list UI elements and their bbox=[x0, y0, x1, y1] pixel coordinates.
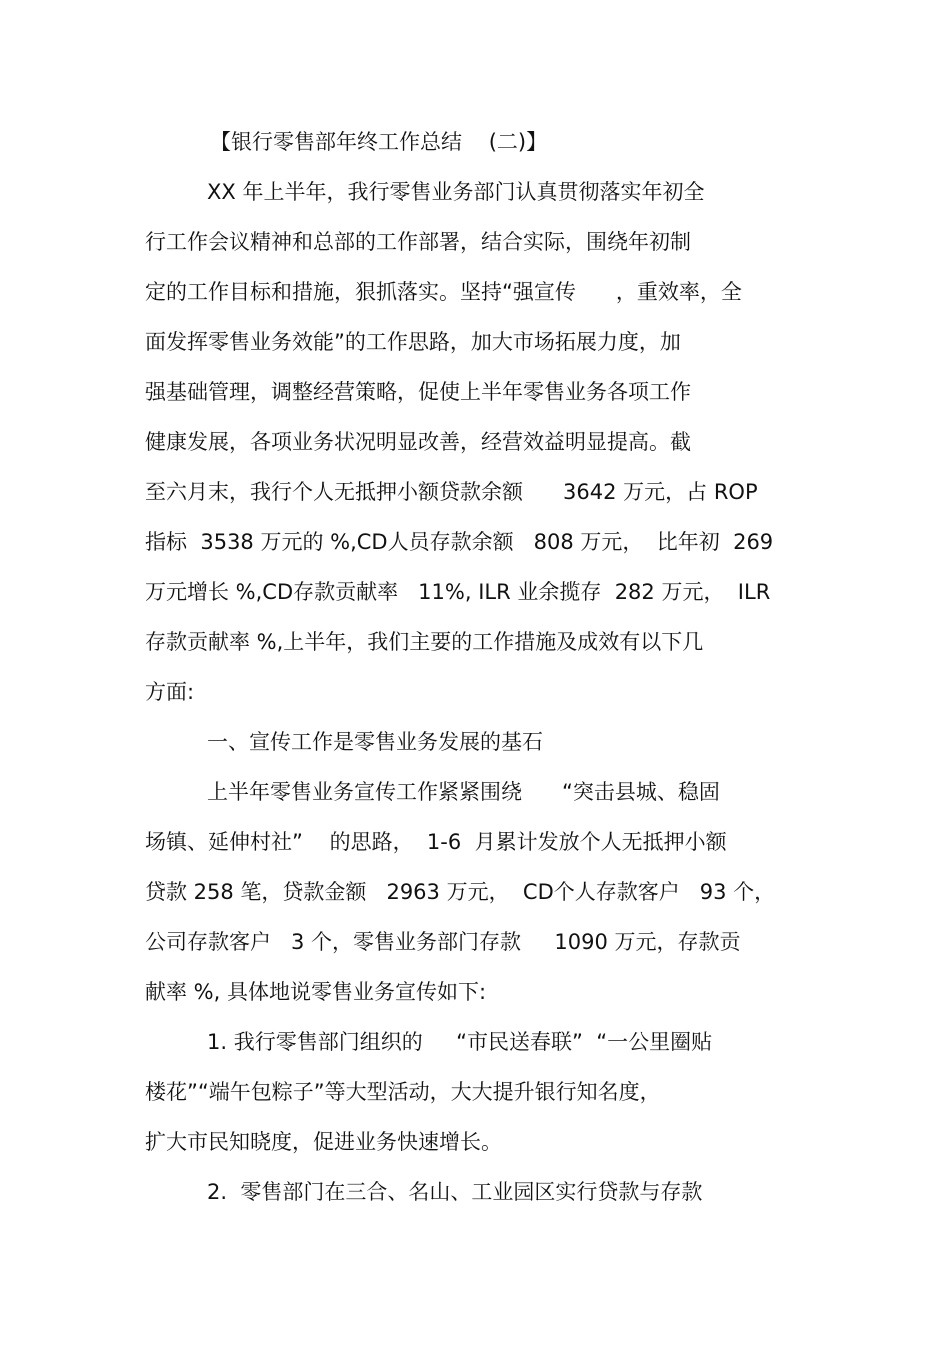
list-item-line: 1. 我行零售部门组织的 “市民送春联” “一公里圈贴 bbox=[207, 1030, 713, 1054]
paragraph-line: 公司存款客户 3 个，零售业务部门存款 1090 万元，存款贡 bbox=[145, 930, 741, 954]
paragraph-line: 献率 %, 具体地说零售业务宣传如下: bbox=[145, 980, 487, 1004]
paragraph-line: 场镇、延伸村社” 的思路， 1-6 月累计发放个人无抵押小额 bbox=[145, 830, 727, 854]
paragraph-line: 存款贡献率 %,上半年，我们主要的工作措施及成效有以下几 bbox=[145, 630, 704, 654]
paragraph-line: 指标 3538 万元的 %,CD人员存款余额 808 万元， 比年初 269 bbox=[145, 530, 774, 554]
paragraph-line: 贷款 258 笔，贷款金额 2963 万元， CD个人存款客户 93 个， bbox=[145, 880, 776, 904]
paragraph-line: 健康发展，各项业务状况明显改善，经营效益明显提高。截 bbox=[145, 430, 691, 454]
paragraph-line: 方面: bbox=[145, 680, 195, 704]
paragraph-line: XX 年上半年，我行零售业务部门认真贯彻落实年初全 bbox=[207, 180, 705, 204]
list-item-line: 扩大市民知晓度，促进业务快速增长。 bbox=[145, 1130, 502, 1154]
paragraph-line: 上半年零售业务宣传工作紧紧围绕 “突击县城、稳固 bbox=[207, 780, 720, 804]
section-heading: 一、宣传工作是零售业务发展的基石 bbox=[207, 730, 543, 754]
paragraph-line: 面发挥零售业务效能”的工作思路，加大市场拓展力度，加 bbox=[145, 330, 681, 354]
paragraph-line: 行工作会议精神和总部的工作部署，结合实际，围绕年初制 bbox=[145, 230, 691, 254]
list-item-line: 2. 零售部门在三合、名山、工业园区实行贷款与存款 bbox=[207, 1180, 703, 1204]
paragraph-line: 定的工作目标和措施，狠抓落实。坚持“强宣传 ，重效率，全 bbox=[145, 280, 742, 304]
paragraph-line: 强基础管理，调整经营策略，促使上半年零售业务各项工作 bbox=[145, 380, 691, 404]
paragraph-line: 万元增长 %,CD存款贡献率 11%, ILR 业余揽存 282 万元， ILR bbox=[145, 580, 771, 604]
paragraph-line: 至六月末，我行个人无抵押小额贷款余额 3642 万元，占 ROP bbox=[145, 480, 758, 504]
list-item-line: 楼花”“端午包粽子”等大型活动，大大提升银行知名度， bbox=[145, 1080, 661, 1104]
document-title: 【银行零售部年终工作总结 (二)】 bbox=[210, 130, 548, 154]
